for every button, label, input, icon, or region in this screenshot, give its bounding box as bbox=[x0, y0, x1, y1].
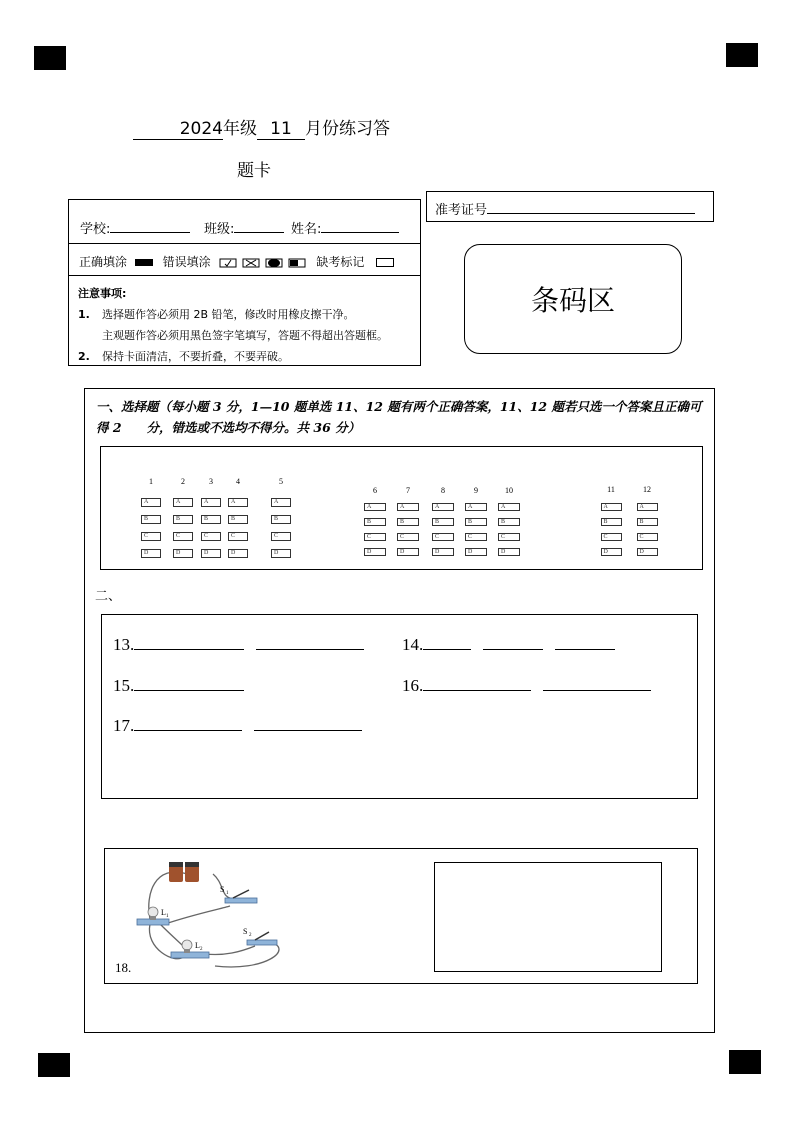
answer-blank[interactable] bbox=[483, 648, 543, 650]
choice-option-bubble[interactable]: D bbox=[637, 548, 658, 556]
correct-fill-label: 正确填涂 bbox=[79, 255, 128, 269]
lamp-l1-label: L bbox=[161, 908, 166, 917]
choice-option-bubble[interactable]: A bbox=[228, 498, 248, 507]
notes-title: 注意事项: bbox=[78, 287, 127, 300]
choice-question-number: 2 bbox=[181, 477, 185, 486]
student-fields-row bbox=[69, 200, 420, 244]
switch-s1-label: S bbox=[220, 885, 225, 894]
choice-option-bubble[interactable]: A bbox=[201, 498, 221, 507]
answer-blank[interactable] bbox=[134, 689, 244, 691]
choice-option-bubble[interactable]: A bbox=[141, 498, 161, 507]
choice-option-bubble[interactable]: D bbox=[465, 548, 487, 556]
student-info-box bbox=[68, 199, 421, 366]
corner-marker-top-left bbox=[34, 46, 66, 70]
notes-section bbox=[69, 276, 420, 366]
title-grade-label: 年级 bbox=[223, 119, 257, 139]
page-title-line2: 题卡 bbox=[237, 161, 271, 181]
section1-line1: 一、选择题（每小题 3 分，1—10 题单选 11、12 题有两个正确答案，11、12 题若只选一个答案且正确可 bbox=[96, 399, 702, 414]
exam-number-label: 准考证号 bbox=[435, 203, 488, 218]
corner-marker-bottom-right bbox=[729, 1050, 761, 1074]
choice-question-number: 4 bbox=[236, 477, 240, 486]
note-item: 2. 保持卡面清洁，不要折叠，不要弄破。 bbox=[78, 350, 289, 363]
choice-question-number: 6 bbox=[373, 486, 377, 495]
choice-question-number: 10 bbox=[505, 486, 513, 495]
choice-question-number: 5 bbox=[279, 477, 283, 486]
choice-option-bubble[interactable]: C bbox=[364, 533, 386, 541]
choice-option-bubble[interactable]: C bbox=[601, 533, 622, 541]
choice-option-bubble[interactable]: B bbox=[141, 515, 161, 524]
choice-option-bubble[interactable]: D bbox=[271, 549, 291, 558]
name-field[interactable] bbox=[291, 218, 399, 237]
corner-marker-top-right bbox=[726, 43, 758, 67]
absent-mark-box[interactable] bbox=[376, 258, 394, 267]
svg-text:1: 1 bbox=[226, 891, 229, 896]
name-label: 姓名: bbox=[291, 222, 322, 237]
question-16: 16. bbox=[402, 676, 651, 696]
choice-option-bubble[interactable]: A bbox=[498, 503, 520, 511]
choice-option-bubble[interactable]: A bbox=[601, 503, 622, 511]
svg-text:2: 2 bbox=[200, 947, 203, 952]
choice-option-bubble[interactable]: A bbox=[173, 498, 193, 507]
answer-blank[interactable] bbox=[134, 729, 242, 731]
section2-label: 二、 bbox=[95, 589, 122, 604]
choice-option-bubble[interactable]: B bbox=[465, 518, 487, 526]
choice-option-bubble[interactable]: D bbox=[498, 548, 520, 556]
corner-marker-bottom-left bbox=[38, 1053, 70, 1077]
choice-option-bubble[interactable]: A bbox=[465, 503, 487, 511]
choice-option-bubble[interactable]: B bbox=[397, 518, 419, 526]
svg-text:2: 2 bbox=[249, 933, 252, 938]
choice-question-number: 12 bbox=[643, 485, 651, 494]
choice-option-bubble[interactable]: B bbox=[364, 518, 386, 526]
answer-blank[interactable] bbox=[254, 729, 362, 731]
choice-option-bubble[interactable]: C bbox=[397, 533, 419, 541]
choice-option-bubble[interactable]: B bbox=[637, 518, 658, 526]
choice-option-bubble[interactable]: A bbox=[432, 503, 454, 511]
fill-instructions-row bbox=[69, 244, 420, 276]
choice-question-number: 1 bbox=[149, 477, 153, 486]
answer-blank[interactable] bbox=[134, 648, 244, 650]
choice-option-bubble[interactable]: C bbox=[465, 533, 487, 541]
choice-option-bubble[interactable]: B bbox=[432, 518, 454, 526]
answer-blank[interactable] bbox=[423, 689, 531, 691]
choice-question-number: 8 bbox=[441, 486, 445, 495]
choice-option-bubble[interactable]: C bbox=[637, 533, 658, 541]
question-18-number: 18. bbox=[115, 960, 132, 975]
choice-option-bubble[interactable]: A bbox=[637, 503, 658, 511]
choice-question-number: 9 bbox=[474, 486, 478, 495]
question-18-answer-box[interactable] bbox=[434, 862, 662, 972]
absent-mark-label: 缺考标记 bbox=[316, 255, 365, 269]
name-input-line[interactable] bbox=[321, 220, 399, 233]
correct-fill-sample-icon bbox=[135, 259, 153, 266]
choice-option-bubble[interactable]: D bbox=[432, 548, 454, 556]
choice-option-bubble[interactable]: D bbox=[173, 549, 193, 558]
class-label: 班级: bbox=[204, 222, 235, 237]
choice-option-bubble[interactable]: C bbox=[228, 532, 248, 541]
circuit-diagram bbox=[125, 854, 285, 974]
exam-number-input-line[interactable] bbox=[487, 201, 695, 214]
choice-option-bubble[interactable]: B bbox=[271, 515, 291, 524]
choice-question-number: 3 bbox=[209, 477, 213, 486]
choice-option-bubble[interactable]: B bbox=[601, 518, 622, 526]
class-input-line[interactable] bbox=[234, 220, 284, 233]
switch-s2-label: S bbox=[243, 927, 248, 936]
question-13: 13. bbox=[113, 635, 364, 655]
title-rest: 月份练习答 bbox=[305, 119, 390, 139]
choice-option-bubble[interactable]: D bbox=[201, 549, 221, 558]
answer-blank[interactable] bbox=[543, 689, 651, 691]
choice-option-bubble[interactable]: D bbox=[364, 548, 386, 556]
choice-option-bubble[interactable]: B bbox=[201, 515, 221, 524]
answer-blank[interactable] bbox=[256, 648, 364, 650]
choice-option-bubble[interactable]: B bbox=[498, 518, 520, 526]
school-field[interactable] bbox=[80, 218, 190, 237]
choice-option-bubble[interactable]: A bbox=[364, 503, 386, 511]
choice-option-bubble[interactable]: C bbox=[432, 533, 454, 541]
choice-option-bubble[interactable]: C bbox=[201, 532, 221, 541]
answer-blank[interactable] bbox=[423, 648, 471, 650]
choice-option-bubble[interactable]: D bbox=[228, 549, 248, 558]
note-item: 主观题作答必须用黑色签字笔填写，答题不得超出答题框。 bbox=[102, 329, 388, 342]
section1-line2: 得 2 分，错选或不选均不得分。共 36 分） bbox=[96, 420, 361, 435]
title-month: 11 bbox=[257, 119, 305, 140]
choice-option-bubble[interactable]: D bbox=[141, 549, 161, 558]
title-year: 2024 bbox=[133, 119, 223, 140]
question-14: 14. bbox=[402, 635, 615, 655]
question-15: 15. bbox=[113, 676, 244, 696]
fill-in-answer-box bbox=[101, 614, 698, 799]
note-item: 1. 选择题作答必须用 2B 铅笔，修改时用橡皮擦干净。 bbox=[78, 308, 355, 321]
wrong-fill-samples-icon bbox=[219, 257, 311, 269]
page-title bbox=[133, 114, 390, 140]
choice-option-bubble[interactable]: B bbox=[228, 515, 248, 524]
choice-option-bubble[interactable]: D bbox=[601, 548, 622, 556]
choice-question-number: 7 bbox=[406, 486, 410, 495]
choice-option-bubble[interactable]: C bbox=[173, 532, 193, 541]
choice-option-bubble[interactable]: B bbox=[173, 515, 193, 524]
choice-option-bubble[interactable]: D bbox=[397, 548, 419, 556]
choice-question-number: 11 bbox=[607, 485, 615, 494]
choice-option-bubble[interactable]: A bbox=[397, 503, 419, 511]
class-field[interactable] bbox=[204, 218, 284, 237]
svg-text:1: 1 bbox=[166, 914, 169, 919]
barcode-area: 条码区 bbox=[464, 244, 682, 354]
answer-blank[interactable] bbox=[555, 648, 615, 650]
choice-option-bubble[interactable]: C bbox=[271, 532, 291, 541]
lamp-l2-label: L bbox=[195, 941, 200, 950]
choice-answer-grid bbox=[100, 446, 703, 570]
wrong-fill-label: 错误填涂 bbox=[162, 255, 211, 269]
choice-option-bubble[interactable]: C bbox=[141, 532, 161, 541]
school-input-line[interactable] bbox=[110, 220, 190, 233]
choice-option-bubble[interactable]: C bbox=[498, 533, 520, 541]
question-17: 17. bbox=[113, 716, 362, 736]
exam-number-field[interactable] bbox=[426, 191, 714, 222]
choice-option-bubble[interactable]: A bbox=[271, 498, 291, 507]
school-label: 学校: bbox=[80, 222, 111, 237]
section1-instructions bbox=[96, 396, 706, 438]
